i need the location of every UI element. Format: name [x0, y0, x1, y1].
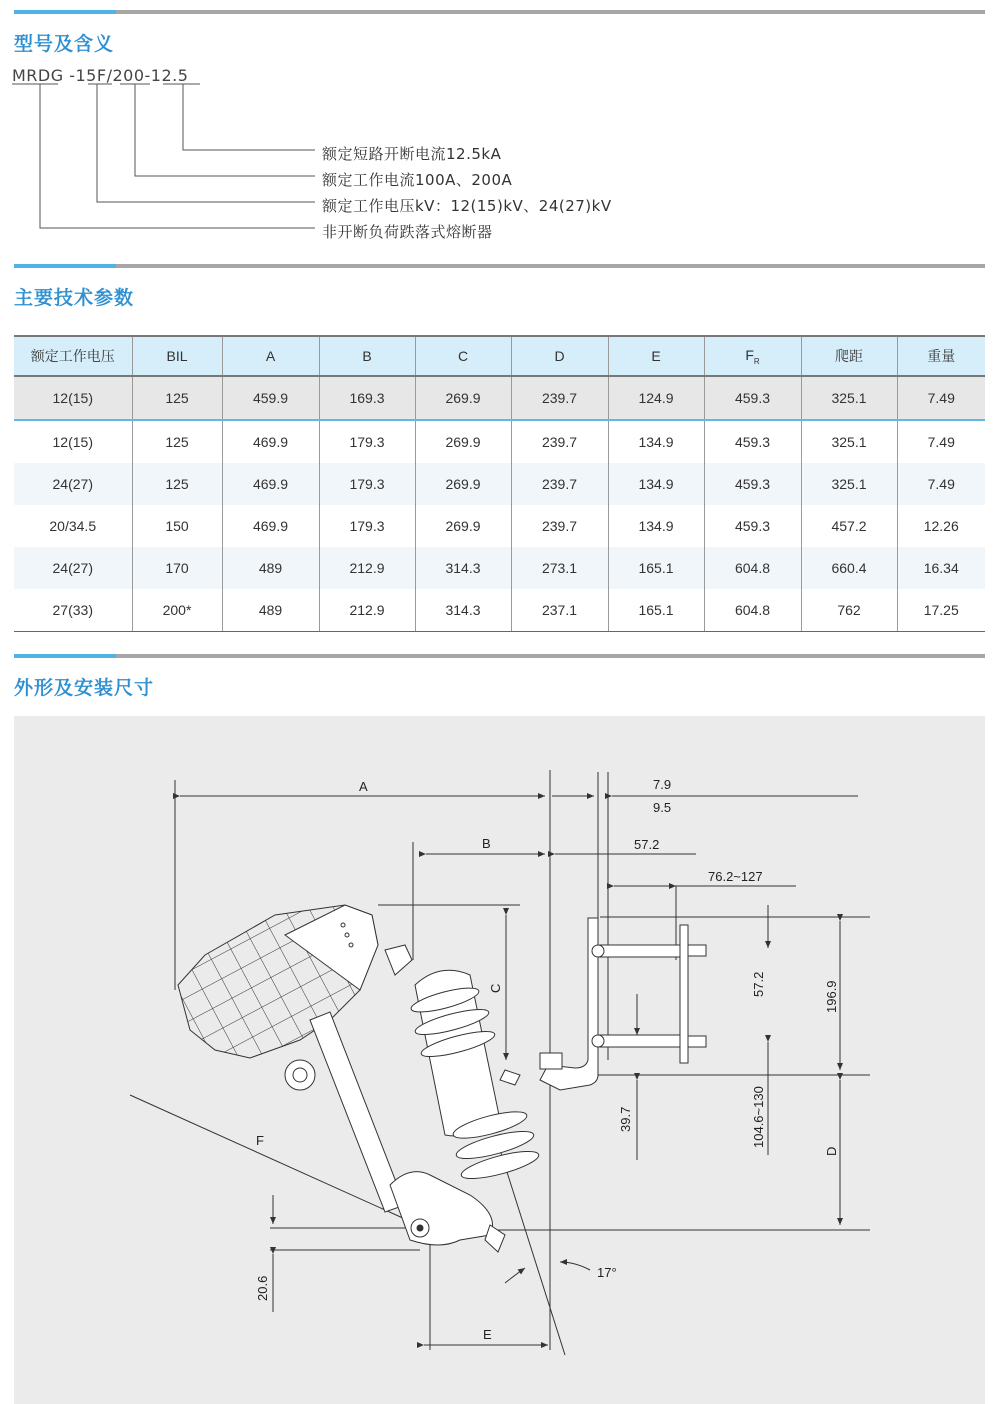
table-cell: 314.3 [415, 589, 511, 632]
header-d: D [511, 336, 608, 376]
table-cell: 125 [132, 376, 222, 420]
meaning-line-4: 非开断负荷跌落式熔断器 [322, 223, 493, 241]
table-cell: 150 [132, 505, 222, 547]
table-header-row [14, 336, 985, 376]
table-cell: 239.7 [511, 420, 608, 463]
dim-label-f: F [256, 1133, 264, 1148]
table-cell: 325.1 [801, 463, 897, 505]
table-cell: 239.7 [511, 505, 608, 547]
header-a: A [222, 336, 319, 376]
table-cell: 469.9 [222, 420, 319, 463]
table-cell: 179.3 [319, 463, 415, 505]
table-cell: 17.25 [897, 589, 985, 632]
table-cell: 239.7 [511, 376, 608, 420]
dim-label-57-2: 57.2 [634, 837, 660, 852]
table-row [14, 420, 985, 463]
table-cell: 134.9 [608, 505, 704, 547]
table-cell: 604.8 [704, 589, 801, 632]
table-cell: 269.9 [415, 505, 511, 547]
table-cell: 27(33) [14, 589, 132, 632]
table-cell: 269.9 [415, 376, 511, 420]
table-cell: 134.9 [608, 420, 704, 463]
table-cell: 269.9 [415, 420, 511, 463]
header-b: B [319, 336, 415, 376]
table-row [14, 589, 985, 632]
table-cell: 12(15) [52, 434, 93, 450]
header-f: $F_R$ [704, 336, 801, 376]
table-cell: 125 [132, 463, 222, 505]
table-cell: 20/34.5 [49, 518, 97, 534]
header-voltage: 额定工作电压 [14, 336, 132, 376]
dim-label-9-5: 9.5 [653, 800, 672, 815]
dim-label-e: E [483, 1327, 492, 1342]
dim-label-c: C [488, 983, 503, 993]
table-cell: 459.9 [222, 376, 319, 420]
table-cell: 125 [132, 420, 222, 463]
dim-label-angle: 17° [597, 1265, 617, 1280]
table-row [14, 547, 985, 589]
table-cell: 212.9 [319, 547, 415, 589]
dim-label-57-2-vertical: 57.2 [751, 971, 766, 997]
section-divider [14, 264, 985, 268]
dim-label-20-6: 20.6 [255, 1275, 270, 1301]
table-cell: 12(15) [14, 376, 132, 420]
meaning-line-1: 额定短路开断电流12.5kA [322, 145, 502, 163]
table-cell: 7.49 [897, 420, 985, 463]
table-cell: 165.1 [608, 547, 704, 589]
table-cell: 469.9 [222, 463, 319, 505]
model-code: MRDG -15F/200-12.5 [12, 66, 189, 85]
table-cell: 200* [132, 589, 222, 632]
table-cell: 457.2 [801, 505, 897, 547]
table-cell: 7.49 [897, 463, 985, 505]
header-c: C [415, 336, 511, 376]
section-title-dimensions: 外形及安装尺寸 [14, 677, 155, 699]
table-cell: 134.9 [608, 463, 704, 505]
dim-label-d: D [824, 1146, 839, 1156]
dim-label-a: A [359, 779, 368, 794]
table-cell: 24(27) [14, 547, 132, 589]
table-cell: 459.3 [704, 505, 801, 547]
table-cell: 124.9 [608, 376, 704, 420]
dimension-diagram-panel [14, 716, 985, 1404]
table-cell: 269.9 [415, 463, 511, 505]
header-e: E [608, 336, 704, 376]
table-cell: 489 [222, 589, 319, 632]
table-cell: 169.3 [319, 376, 415, 420]
dim-label-196-9: 196.9 [824, 980, 839, 1013]
table-cell: 24(27) [14, 463, 132, 505]
dim-label-39-7: 39.7 [618, 1106, 633, 1132]
table-cell: 170 [132, 547, 222, 589]
table-cell: 12.26 [897, 505, 985, 547]
table-cell: 237.1 [511, 589, 608, 632]
table-row [14, 463, 985, 505]
header-creepage: 爬距 [801, 336, 897, 376]
dim-label-104-6-130: 104.6~130 [751, 1086, 766, 1148]
table-cell: 660.4 [801, 547, 897, 589]
section-title-model: 型号及含义 [14, 33, 115, 55]
table-cell: 325.1 [801, 420, 897, 463]
table-cell: 459.3 [704, 463, 801, 505]
header-weight: 重量 [897, 336, 985, 376]
section-title-params: 主要技术参数 [14, 287, 135, 309]
table-cell: 459.3 [704, 420, 801, 463]
table-cell: 469.9 [222, 505, 319, 547]
table-cell: 165.1 [608, 589, 704, 632]
table-cell: 7.49 [897, 376, 985, 420]
table-cell: 239.7 [511, 463, 608, 505]
table-cell: 179.3 [319, 505, 415, 547]
table-cell: 325.1 [801, 376, 897, 420]
dim-label-76-2-127: 76.2~127 [708, 869, 763, 884]
section-divider [14, 654, 985, 658]
table-cell: 489 [222, 547, 319, 589]
table-cell: 459.3 [704, 376, 801, 420]
meaning-line-3: 额定工作电压kV：12(15)kV、24(27)kV [322, 197, 612, 215]
table-cell: 179.3 [319, 420, 415, 463]
section-divider [14, 10, 985, 14]
table-cell: 762 [801, 589, 897, 632]
dim-label-b: B [482, 836, 491, 851]
table-cell: 212.9 [319, 589, 415, 632]
params-table [14, 335, 985, 632]
table-cell: 314.3 [415, 547, 511, 589]
meaning-line-2: 额定工作电流100A、200A [322, 171, 513, 189]
table-cell: 604.8 [704, 547, 801, 589]
table-row [14, 505, 985, 547]
fuse-dimension-drawing [14, 716, 985, 1404]
dim-label-7-9: 7.9 [653, 777, 672, 792]
header-bil: BIL [132, 336, 222, 376]
table-cell: 16.34 [897, 547, 985, 589]
table-row [14, 376, 985, 420]
table-cell: 273.1 [511, 547, 608, 589]
